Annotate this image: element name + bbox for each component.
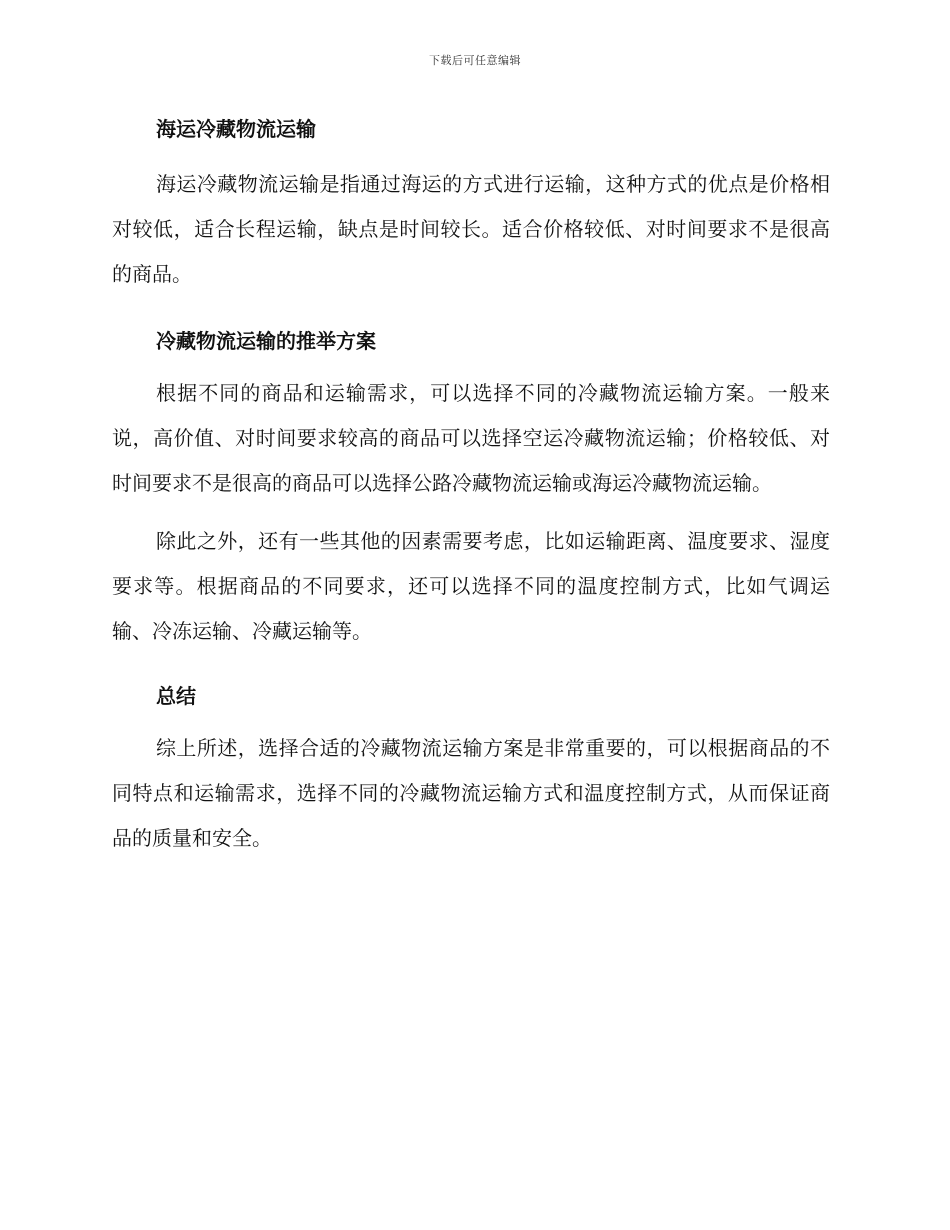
paragraph-recommendation-1: 根据不同的商品和运输需求，可以选择不同的冷藏物流运输方案。一般来说，高价值、对时间要求较高的商品可以选择空运冷藏物流运输；价格较低、对时间要求不是很高的商品可以选择公路冷藏物流运输或海运冷藏物流运输。 xyxy=(112,381,830,495)
page-header: 下载后可任意编辑 xyxy=(429,54,521,67)
section-heading-recommendation: 冷藏物流运输的推举方案 xyxy=(156,329,376,353)
document-body xyxy=(112,111,830,861)
paragraph-summary: 综上所述，选择合适的冷藏物流运输方案是非常重要的，可以根据商品的不同特点和运输需求，选择不同的冷藏物流运输方式和温度控制方式，从而保证商品的质量和安全。 xyxy=(112,736,830,850)
paragraph-sea-transport: 海运冷藏物流运输是指通过海运的方式进行运输，这种方式的优点是价格相对较低，适合长程运输，缺点是时间较长。适合价格较低、对时间要求不是很高的商品。 xyxy=(112,172,830,286)
section-heading-sea-transport: 海运冷藏物流运输 xyxy=(156,117,316,141)
section-heading-summary: 总结 xyxy=(156,684,196,708)
paragraph-recommendation-2: 除此之外，还有一些其他的因素需要考虑，比如运输距离、温度要求、湿度要求等。根据商品的不同要求，还可以选择不同的温度控制方式，比如气调运输、冷冻运输、冷藏运输等。 xyxy=(112,529,830,643)
